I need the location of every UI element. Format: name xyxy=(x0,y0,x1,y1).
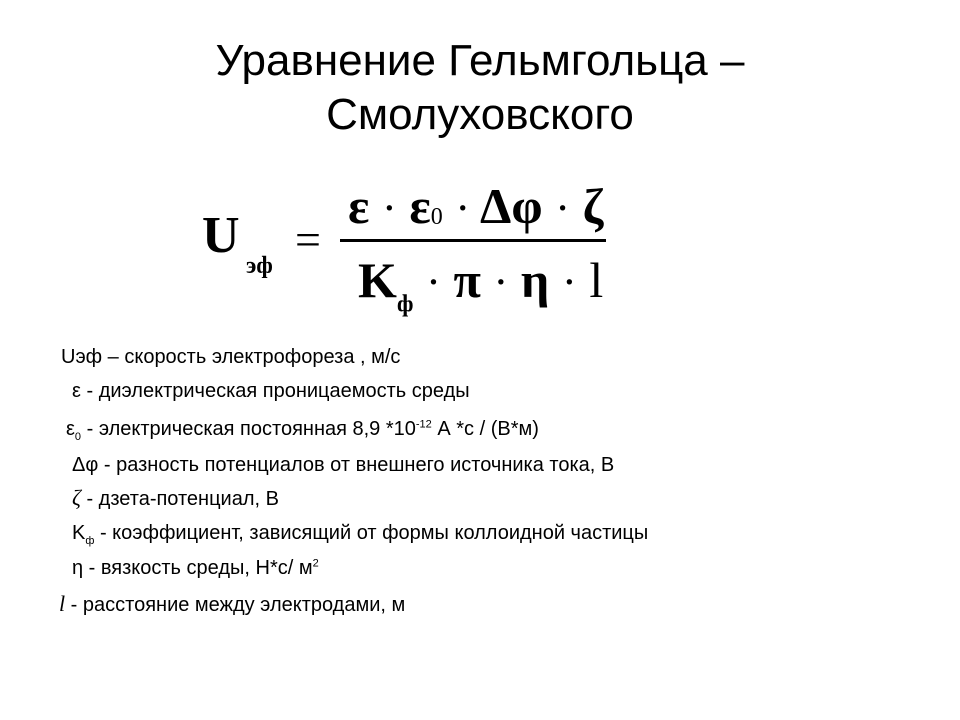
definition-l xyxy=(59,592,405,617)
numerator-zeta: ζ xyxy=(582,178,604,234)
definition-zeta-symbol: ζ xyxy=(72,485,81,510)
denominator-pi: π xyxy=(453,252,481,308)
fraction-bar xyxy=(340,239,606,242)
numerator-dot-1: · xyxy=(381,183,397,233)
denominator-eta: η xyxy=(520,252,550,308)
definition-delta-phi: Δφ - разность потенциалов от внешнего источника тока, В xyxy=(72,454,615,476)
definition-l-text: - расстояние между электродами, м xyxy=(65,594,406,616)
definition-k-phi xyxy=(72,521,648,545)
formula-lhs-subscript: эф xyxy=(246,253,273,279)
formula-equals-sign: = xyxy=(295,214,321,265)
denominator-k: K xyxy=(358,252,397,308)
slide-title xyxy=(0,34,960,142)
definition-epsilon-zero-symbol: ε xyxy=(66,418,75,440)
definition-epsilon-zero-subscript: 0 xyxy=(74,431,82,443)
definition-zeta-text: - дзета-потенциал, В xyxy=(80,488,279,510)
definition-epsilon-zero-exponent: -12 xyxy=(415,418,432,431)
denominator-dot-1: · xyxy=(426,257,442,307)
denominator-k-subscript: ф xyxy=(396,291,414,318)
formula-numerator xyxy=(348,178,603,245)
definition-k-phi-text: - коэффициент, зависящий от формы коллоидной частицы xyxy=(94,522,649,544)
definition-eta xyxy=(72,556,319,580)
definition-eta-text: η - вязкость среды, Н*с/ м xyxy=(72,557,313,579)
definition-epsilon-zero xyxy=(66,417,539,441)
denominator-dot-2: · xyxy=(493,257,509,307)
definition-eta-exponent: 2 xyxy=(312,557,319,570)
numerator-epsilon: ε xyxy=(348,178,370,234)
formula-lhs-symbol: U xyxy=(202,207,240,264)
numerator-dot-2: · xyxy=(455,183,471,233)
title-line-2: Смолуховского xyxy=(326,90,634,139)
definition-k-phi-symbol: K xyxy=(72,522,86,544)
definition-zeta xyxy=(72,486,279,511)
denominator-l: l xyxy=(589,252,604,308)
definition-epsilon-zero-units: А *с / (В*м) xyxy=(431,418,539,440)
definition-epsilon-zero-text: - электрическая постоянная 8,9 *10 xyxy=(81,418,416,440)
numerator-dot-3: · xyxy=(555,183,571,233)
numerator-delta-phi: Δφ xyxy=(480,178,543,234)
definition-l-symbol: l xyxy=(59,591,66,616)
numerator-epsilon-zero-subscript: 0 xyxy=(430,204,443,231)
definition-u-ef: Uэф – скорость электрофореза , м/с xyxy=(61,346,401,368)
title-line-1: Уравнение Гельмгольца – xyxy=(215,36,745,85)
formula-denominator xyxy=(358,252,603,332)
denominator-dot-3: · xyxy=(561,257,577,307)
definition-epsilon: ε - диэлектрическая проницаемость среды xyxy=(72,380,470,402)
definition-k-phi-subscript: ф xyxy=(85,535,95,547)
numerator-epsilon-zero: ε xyxy=(409,178,431,234)
